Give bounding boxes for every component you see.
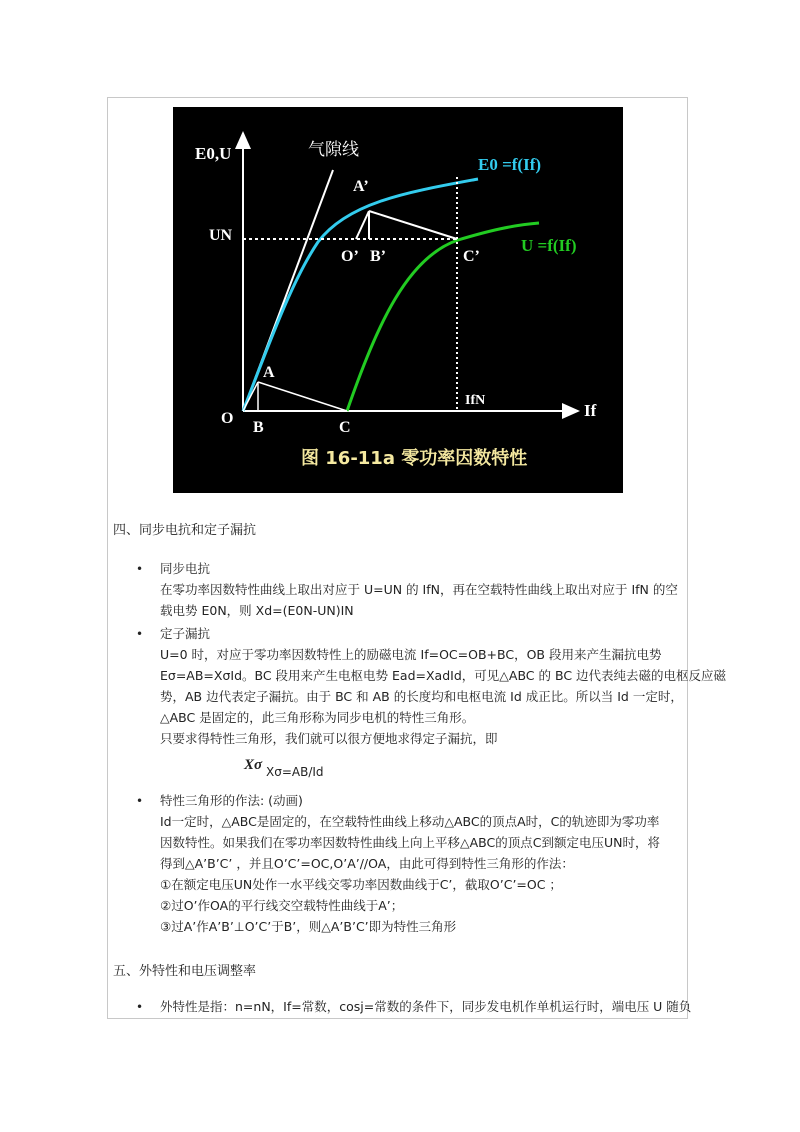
bullet-dot: • <box>136 794 144 808</box>
item-line: 只要求得特性三角形，我们就可以很方便地求得定子漏抗，即 <box>160 731 498 746</box>
line-aprime-cprime <box>369 211 457 239</box>
point-label-a: A <box>263 364 275 381</box>
point-label-o: O <box>221 410 234 427</box>
un-label: UN <box>209 227 233 244</box>
item-line: 在零功率因数特性曲线上取出对应于 U=UN 的 IfN，再在空载特性曲线上取出对应于 IfN 的空 <box>160 582 678 597</box>
item-line: 得到△A’B’C’ ，并且O’C’=OC,O’A’//OA，由此可得到特性三角形的作法： <box>160 856 574 871</box>
bullet-dot: • <box>136 627 144 641</box>
ifn-label: IfN <box>465 393 486 408</box>
line-ac <box>258 382 347 411</box>
point-label-b: B <box>253 419 264 436</box>
figure-canvas <box>173 107 623 493</box>
line-oprime-aprime <box>356 211 369 239</box>
formula-symbol: Xσ <box>244 757 263 773</box>
u-curve-label: U =f(If) <box>521 236 577 255</box>
item-heading: 特性三角形的作法: (动画) <box>160 793 303 808</box>
point-label-b-prime: B’ <box>370 248 386 265</box>
zero-power-factor-figure <box>173 107 623 493</box>
item-stator-leakage-reactance <box>160 623 727 749</box>
item-line: ②过O’作OA的平行线交空载特性曲线于A’； <box>160 898 404 913</box>
bullet-dot: • <box>136 1000 144 1014</box>
point-label-o-prime: O’ <box>341 248 359 265</box>
x-axis-label: If <box>584 401 597 420</box>
figure-caption: 图 16-11a 零功率因数特性 <box>301 448 528 469</box>
line-oa <box>243 382 258 411</box>
item-line: 因数特性。如果我们在零功率因数特性曲线上向上平移△ABC的顶点C到额定电压UN时，将 <box>160 835 660 850</box>
item-line: 载电势 E0N，则 Xd=(E0N-UN)IN <box>160 603 354 618</box>
item-heading: 同步电抗 <box>160 561 211 576</box>
item-external-characteristic <box>160 996 692 1017</box>
air-gap-label: 气隙线 <box>308 140 359 160</box>
item-line: U=0 时，对应于零功率因数特性上的励磁电流 If=OC=OB+BC，OB 段用来产生漏抗电势 <box>160 647 662 662</box>
y-axis-label: E0,U <box>195 144 232 163</box>
item-line: 外特性是指：n=nN，If=常数，cosj=常数的条件下，同步发电机作单机运行时，端电压 U 随负 <box>160 999 692 1014</box>
point-label-c-prime: C’ <box>463 248 480 265</box>
formula-leakage-reactance: Xσ=AB/Id <box>266 765 324 779</box>
item-line: ③过A’作A’B’⊥O’C’于B’，则△A’B’C’即为特性三角形 <box>160 919 457 934</box>
item-line: ①在额定电压UN处作一水平线交零功率因数曲线于C’，截取O’C’=OC ； <box>160 877 562 892</box>
point-label-a-prime: A’ <box>353 178 369 195</box>
section5-title: 五、外特性和电压调整率 <box>113 964 257 979</box>
item-line: △ABC 是固定的，此三角形称为同步电机的特性三角形。 <box>160 710 475 725</box>
item-heading: 定子漏抗 <box>160 626 211 641</box>
item-characteristic-triangle <box>160 790 682 937</box>
item-line: 势，AB 边代表定子漏抗。由于 BC 和 AB 的长度均和电枢电流 Id 成正比。所以当 Id 一定时， <box>160 689 683 704</box>
point-label-c: C <box>339 419 351 436</box>
e0-curve-label: E0 =f(If) <box>478 155 542 174</box>
item-synchronous-reactance <box>160 558 682 621</box>
item-line: Id一定时，△ABC是固定的，在空载特性曲线上移动△ABC的顶点A时，C的轨迹即为零功率 <box>160 814 660 829</box>
bullet-dot: • <box>136 562 144 576</box>
section4-title: 四、同步电抗和定子漏抗 <box>113 523 257 538</box>
item-line: Eσ=AB=XσId。BC 段用来产生电枢电势 Ead=XadId，可见△ABC 的 BC 边代表纯去磁的电枢反应磁 <box>160 668 727 683</box>
